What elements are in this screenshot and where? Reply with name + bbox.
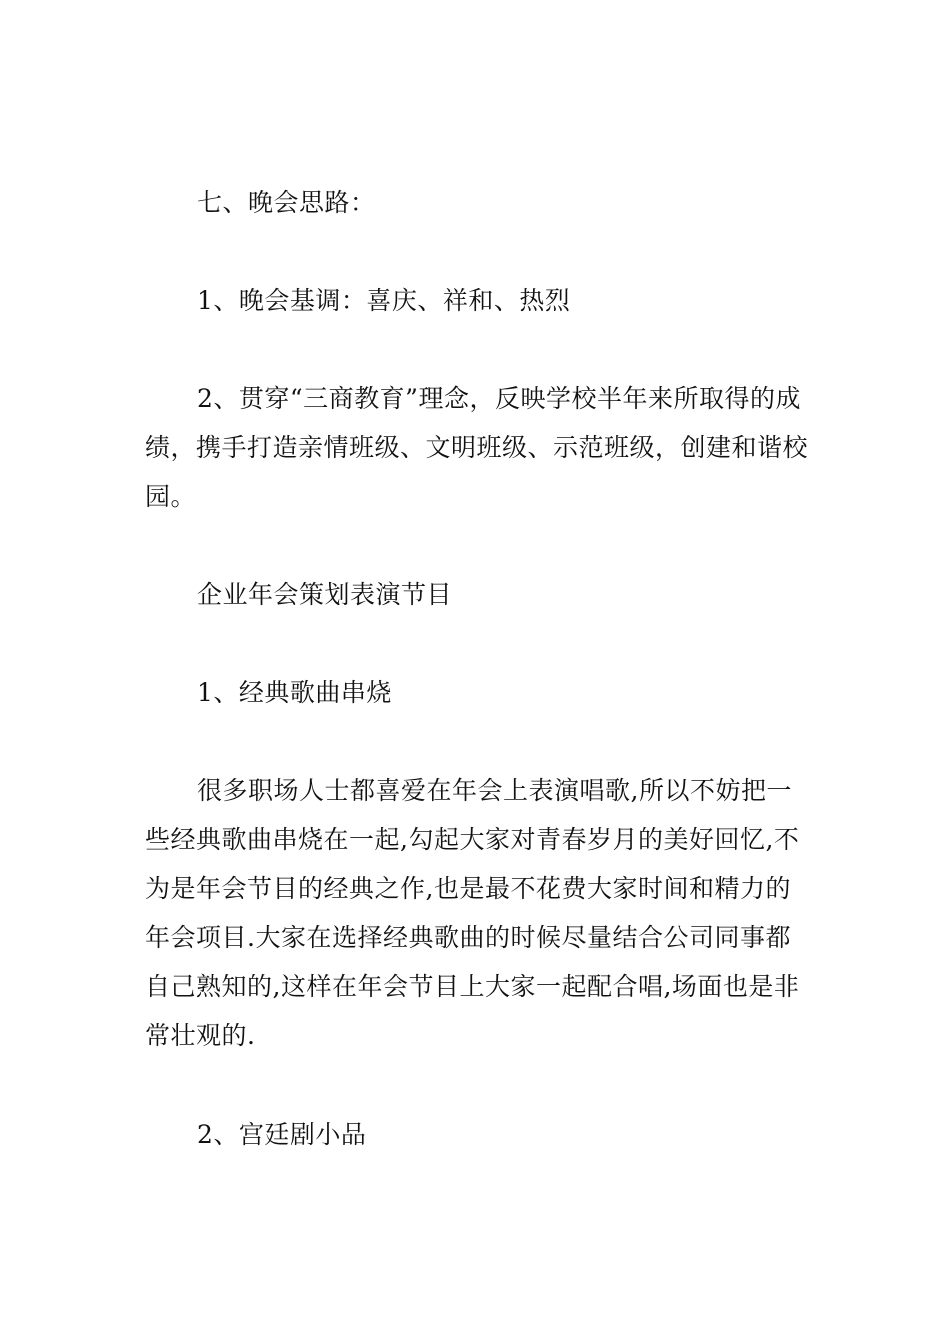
classic-songs-description: 很多职场人士都喜爱在年会上表演唱歌,所以不妨把一些经典歌曲串烧在一起,勾起大家对青春岁月的美好回忆,不为是年会节目的经典之作,也是最不花费大家时间和精力的年会项目.大家在选择经典歌曲的时候尽量结合公司同事都自己熟知的,这样在年会节目上大家一起配合唱,场面也是非常壮观的. <box>145 776 800 1050</box>
item-heading-classic-songs: 1、经典歌曲串烧 <box>197 678 392 707</box>
section-heading-party-ideas: 七、晚会思路： <box>197 188 376 217</box>
party-tone-paragraph: 1、晚会基调：喜庆、祥和、热烈 <box>197 286 571 315</box>
item-heading-palace-skit: 2、宫廷剧小品 <box>197 1120 367 1149</box>
section-heading-performances: 企业年会策划表演节目 <box>197 580 453 609</box>
education-concept-paragraph: 2、贯穿“三商教育”理念，反映学校半年来所取得的成绩，携手打造亲情班级、文明班级、示范班级，创建和谐校园。 <box>145 384 809 511</box>
